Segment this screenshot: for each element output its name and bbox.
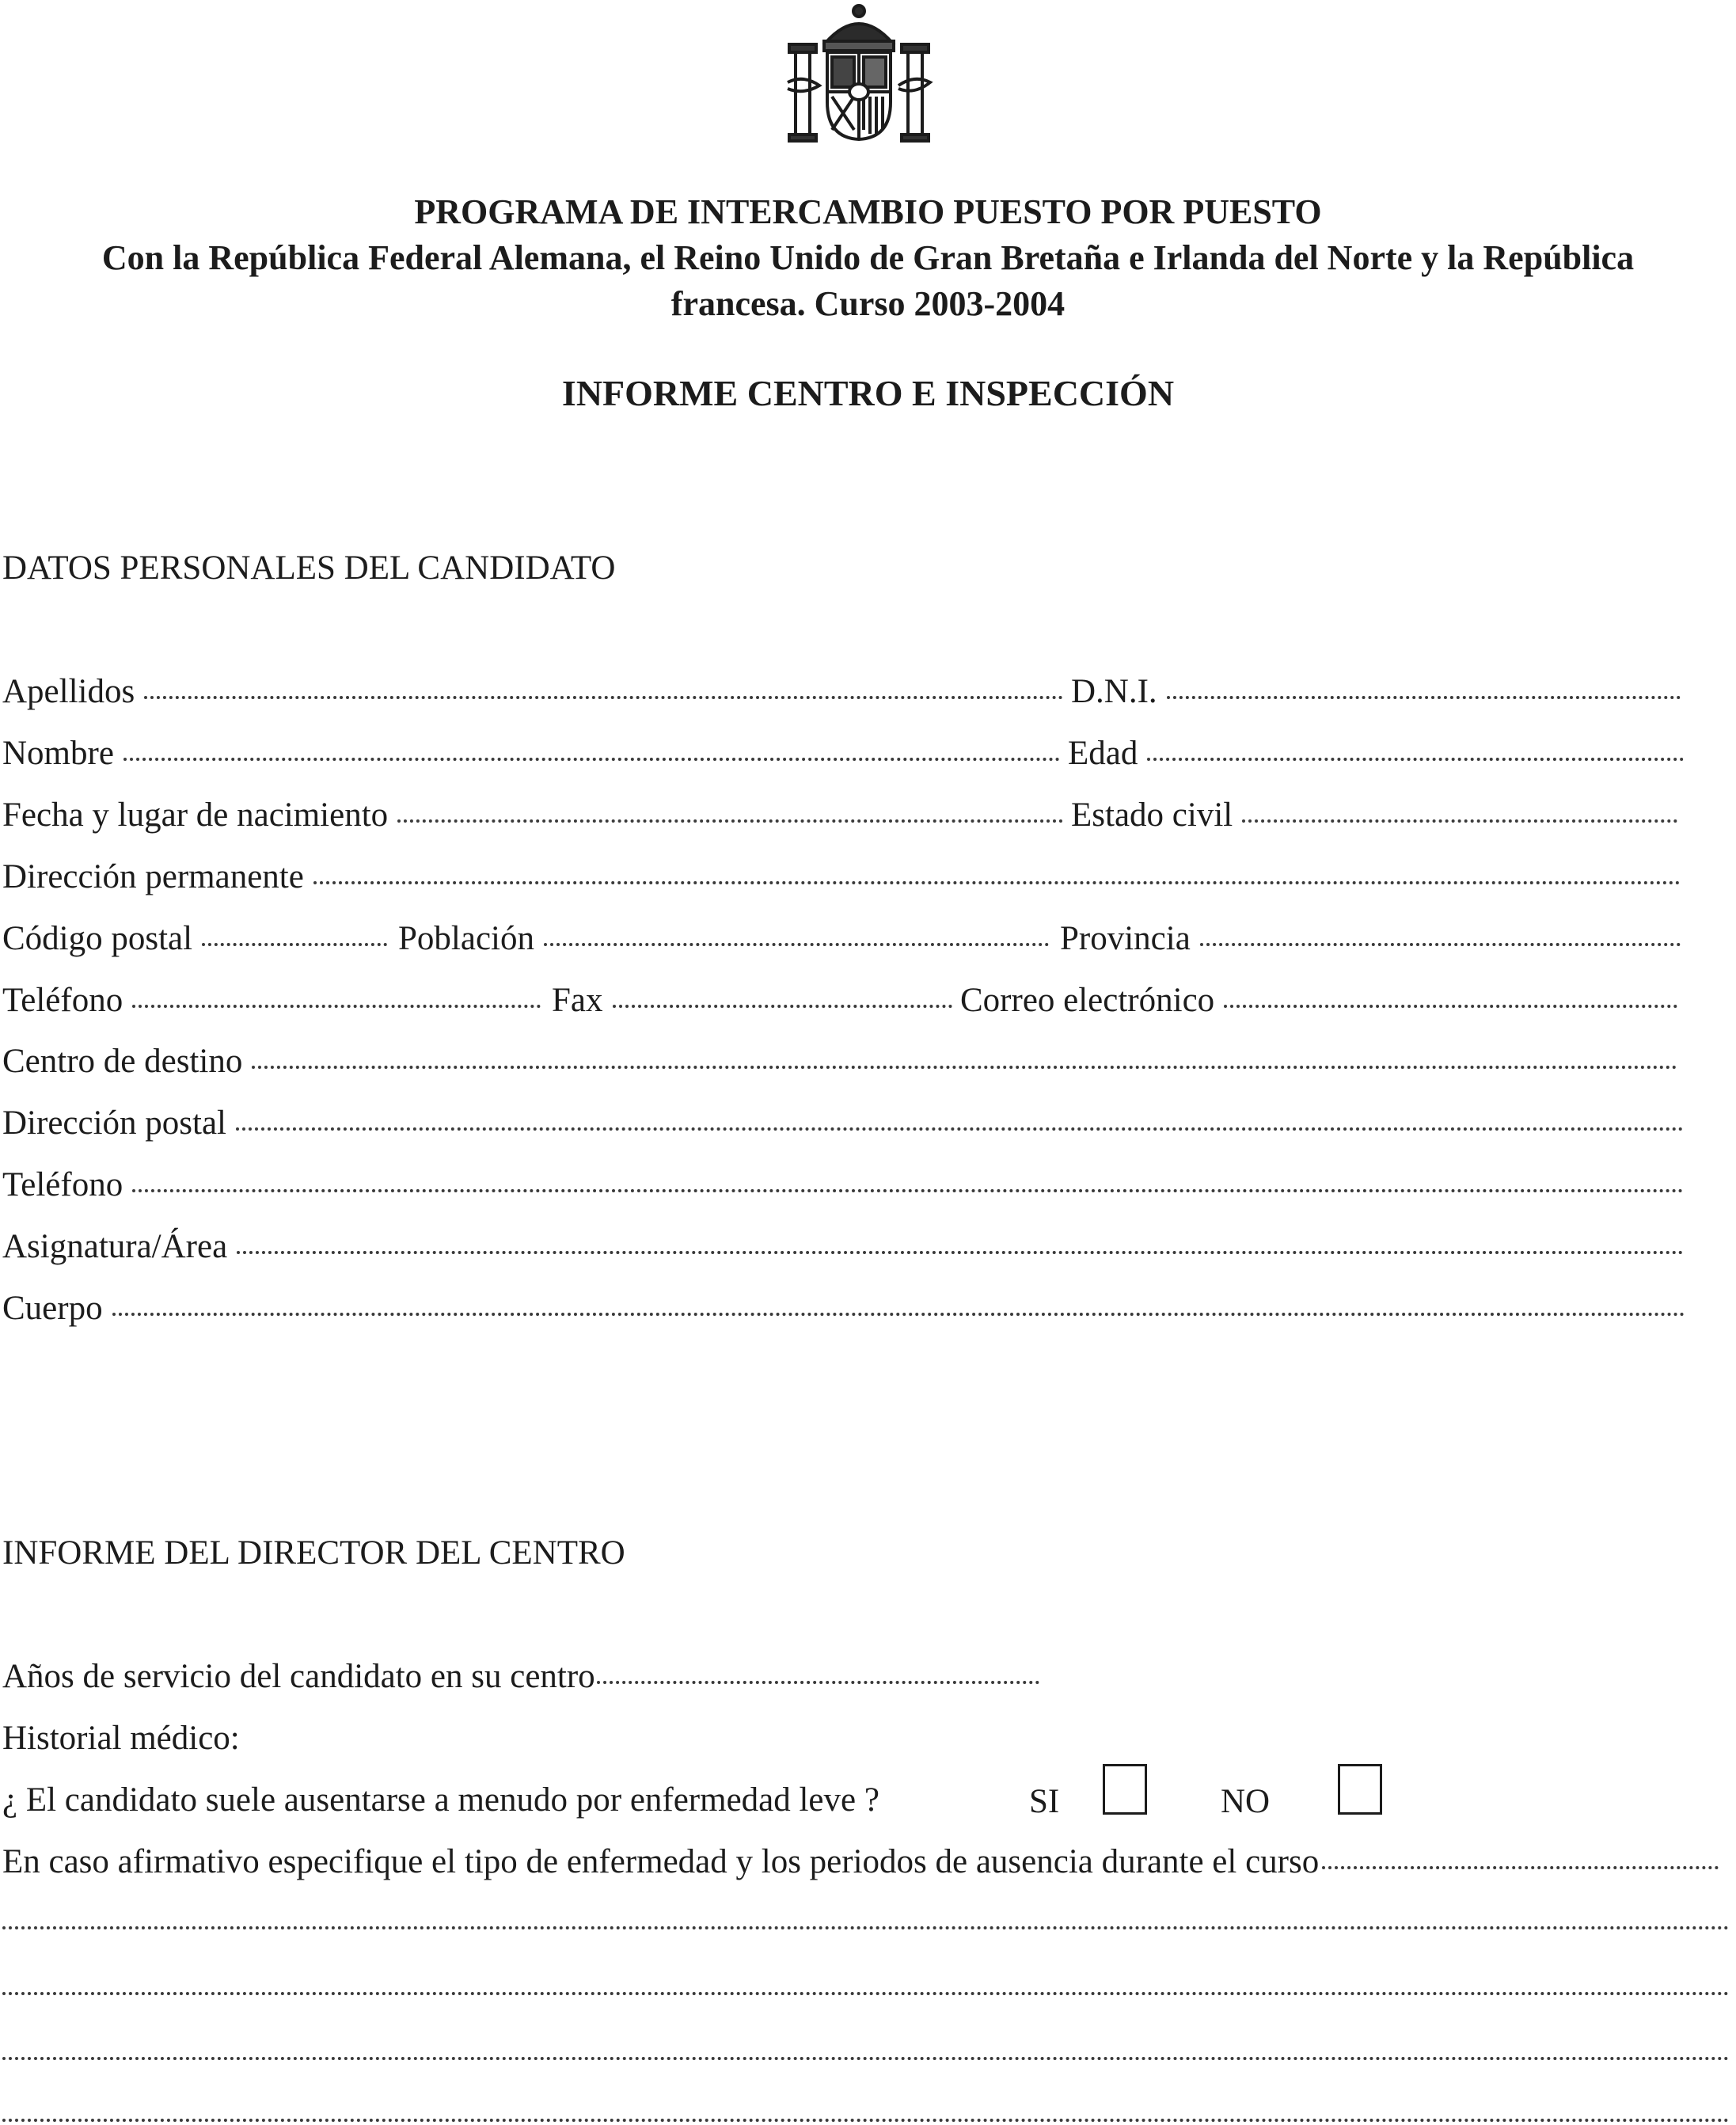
no-checkbox[interactable]	[1338, 1764, 1382, 1815]
anos-servicio-label: Años de servicio del candidato en su centro	[2, 1658, 595, 1695]
historial-medico-label: Historial médico:	[2, 1720, 240, 1757]
correo-field[interactable]	[960, 979, 1677, 1023]
program-subtitle-line2: francesa. Curso 2003-2004	[670, 284, 1066, 323]
codigo-postal-field[interactable]	[2, 917, 387, 961]
anos-servicio-field[interactable]	[2, 1655, 1039, 1699]
row-specify	[2, 1840, 1719, 1887]
no-label: NO	[1221, 1783, 1271, 1820]
asignatura-field[interactable]	[2, 1225, 1684, 1269]
asignatura-label: Asignatura/Área	[2, 1228, 228, 1265]
direccion-permanente-field[interactable]	[2, 855, 1681, 899]
row-asignatura	[2, 1225, 1684, 1272]
fax-field[interactable]	[552, 979, 952, 1023]
centro-destino-label: Centro de destino	[2, 1043, 243, 1080]
row-direccion-postal	[2, 1101, 1684, 1149]
apellidos-field[interactable]	[2, 670, 1063, 714]
specify-answer-line-4[interactable]	[2, 2119, 1730, 2122]
row-centro-destino	[2, 1040, 1677, 1087]
dni-field[interactable]	[1071, 670, 1681, 714]
edad-field[interactable]	[1068, 732, 1684, 776]
row-telefono-fax-correo	[2, 979, 1677, 1026]
nombre-field[interactable]	[2, 732, 1060, 776]
row-cuerpo	[2, 1287, 1685, 1334]
row-nombre-edad	[2, 732, 1684, 779]
program-subtitle-line1: Con la República Federal Alemana, el Reino Unido de Gran Bretaña e Irlanda del Norte y la República	[101, 238, 1635, 277]
direccion-permanente-label: Dirección permanente	[2, 858, 304, 895]
spanish-coat-of-arms-icon	[780, 3, 938, 144]
edad-label: Edad	[1068, 735, 1138, 772]
correo-label: Correo electrónico	[960, 982, 1215, 1019]
provincia-label: Provincia	[1060, 920, 1191, 957]
cuerpo-field[interactable]	[2, 1287, 1685, 1331]
program-title: PROGRAMA DE INTERCAMBIO PUESTO POR PUESTO	[414, 192, 1322, 231]
telefono-label: Teléfono	[2, 982, 123, 1019]
telefono-centro-field[interactable]	[2, 1163, 1684, 1207]
si-checkbox[interactable]	[1103, 1764, 1147, 1815]
fecha-lugar-label: Fecha y lugar de nacimiento	[2, 796, 389, 834]
specify-answer-line-1[interactable]	[2, 1926, 1730, 1929]
provincia-field[interactable]	[1060, 917, 1681, 961]
estado-civil-field[interactable]	[1071, 793, 1677, 838]
absence-question: ¿ El candidato suele ausentarse a menudo por enfermedad leve ?	[2, 1781, 879, 1819]
telefono-centro-label: Teléfono	[2, 1166, 123, 1203]
specify-field[interactable]	[2, 1840, 1719, 1884]
specify-label: En caso afirmativo especifique el tipo de enfermedad y los periodos de ausencia durante el curso	[2, 1843, 1320, 1880]
fax-label: Fax	[552, 982, 603, 1019]
cuerpo-label: Cuerpo	[2, 1290, 103, 1327]
specify-answer-line-3[interactable]	[2, 2057, 1730, 2060]
fecha-lugar-field[interactable]	[2, 793, 1063, 838]
estado-civil-label: Estado civil	[1071, 796, 1233, 834]
section-heading-personal: DATOS PERSONALES DEL CANDIDATO	[2, 549, 616, 587]
centro-destino-field[interactable]	[2, 1040, 1677, 1084]
row-telefono-centro	[2, 1163, 1684, 1211]
poblacion-label: Población	[398, 920, 534, 957]
specify-answer-line-2[interactable]	[2, 1992, 1730, 1995]
row-apellidos-dni	[2, 670, 1681, 717]
nombre-label: Nombre	[2, 735, 114, 772]
row-anos-servicio	[2, 1655, 1039, 1702]
row-direccion-permanente	[2, 855, 1681, 903]
dni-label: D.N.I.	[1071, 673, 1157, 710]
poblacion-field[interactable]	[398, 917, 1049, 961]
direccion-postal-field[interactable]	[2, 1101, 1684, 1146]
codigo-postal-label: Código postal	[2, 920, 193, 957]
direccion-postal-label: Dirección postal	[2, 1104, 226, 1142]
si-label: SI	[1029, 1783, 1060, 1820]
section-heading-director: INFORME DEL DIRECTOR DEL CENTRO	[2, 1534, 625, 1572]
apellidos-label: Apellidos	[2, 673, 135, 710]
telefono-field[interactable]	[2, 979, 541, 1023]
report-title: INFORME CENTRO E INSPECCIÓN	[561, 373, 1175, 413]
row-cp-poblacion-provincia	[2, 917, 1681, 964]
row-fecha-estado	[2, 793, 1677, 841]
